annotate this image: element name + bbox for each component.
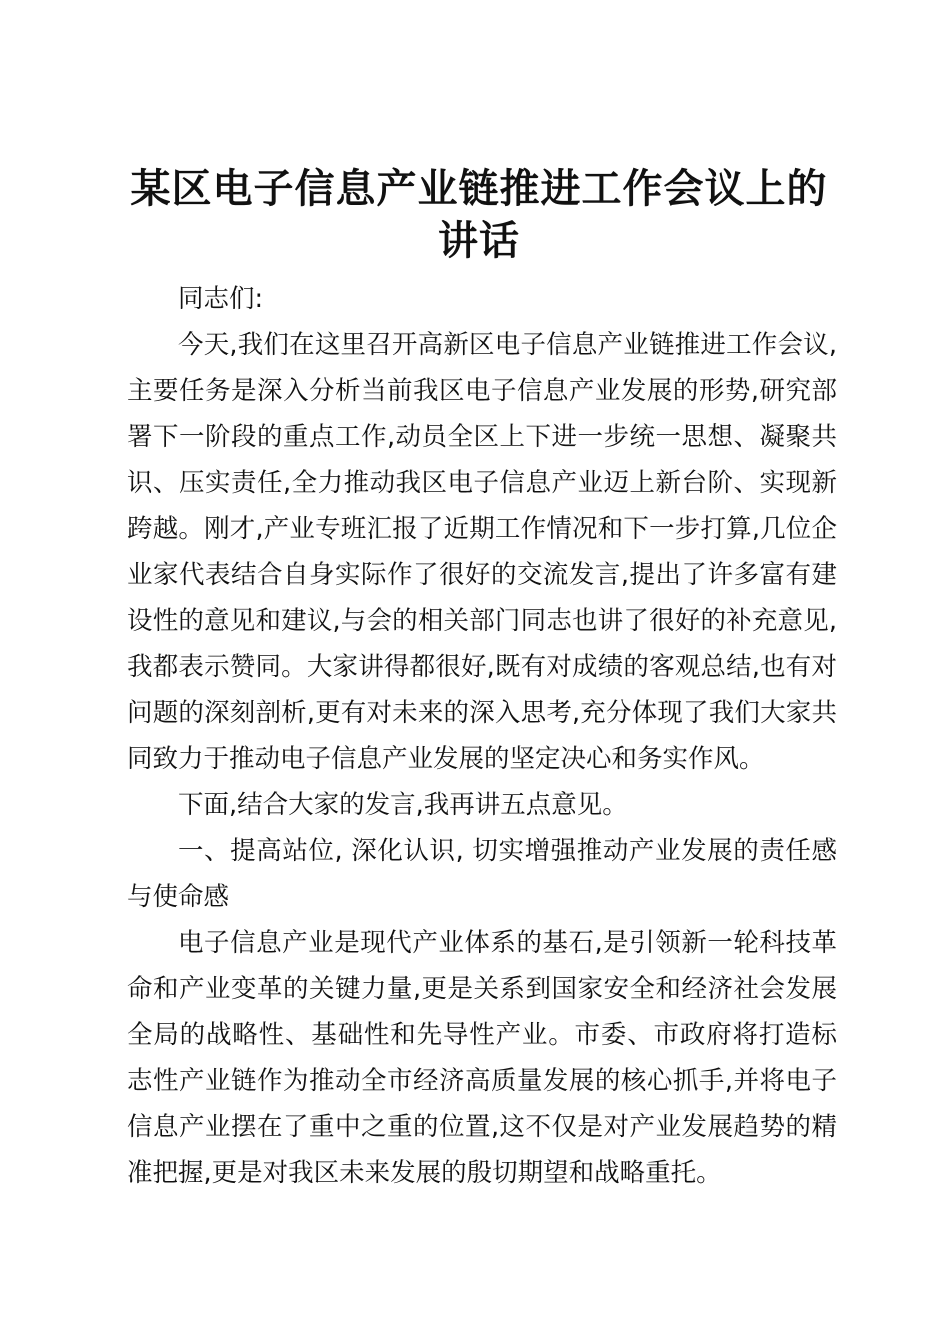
section-heading: 一、提高站位, 深化认识, 切实增强推动产业发展的责任感与使命感 bbox=[127, 836, 837, 912]
body-paragraph: 今天,我们在这里召开高新区电子信息产业链推进工作会议,主要任务是深入分析当前我区电子信息产业发展的形势,研究部署下一阶段的重点工作,动员全区上下进一步统一思想、凝聚共识、压实责任,全力推动我区电子信息产业迈上新台阶、实现新跨越。刚才,产业专班汇报了近期工作情况和下一步打算,几位企业家代表结合自身实际作了很好的交流发言,提出了许多富有建设性的意见和建议,与会的相关部门同志也讲了很好的补充意见,我都表示赞同。大家讲得都很好,既有对成绩的客观总结,也有对问题的深刻剖析,更有对未来的深入思考,充分体现了我们大家共同致力于推动电子信息产业发展的坚定决心和务实作风。 bbox=[127, 330, 837, 774]
salutation: 同志们: bbox=[178, 284, 264, 314]
body-paragraph: 下面,结合大家的发言,我再讲五点意见。 bbox=[178, 790, 628, 820]
document-title: 某区电子信息产业链推进工作会议上的讲话 bbox=[130, 165, 828, 264]
document-body bbox=[127, 276, 837, 1196]
body-paragraph: 电子信息产业是现代产业体系的基石,是引领新一轮科技革命和产业变革的关键力量,更是关系到国家安全和经济社会发展全局的战略性、基础性和先导性产业。市委、市政府将打造标志性产业链作为推动全市经济高质量发展的核心抓手,并将电子信息产业摆在了重中之重的位置,这不仅是对产业发展趋势的精准把握,更是对我区未来发展的殷切期望和战略重托。 bbox=[127, 928, 837, 1188]
